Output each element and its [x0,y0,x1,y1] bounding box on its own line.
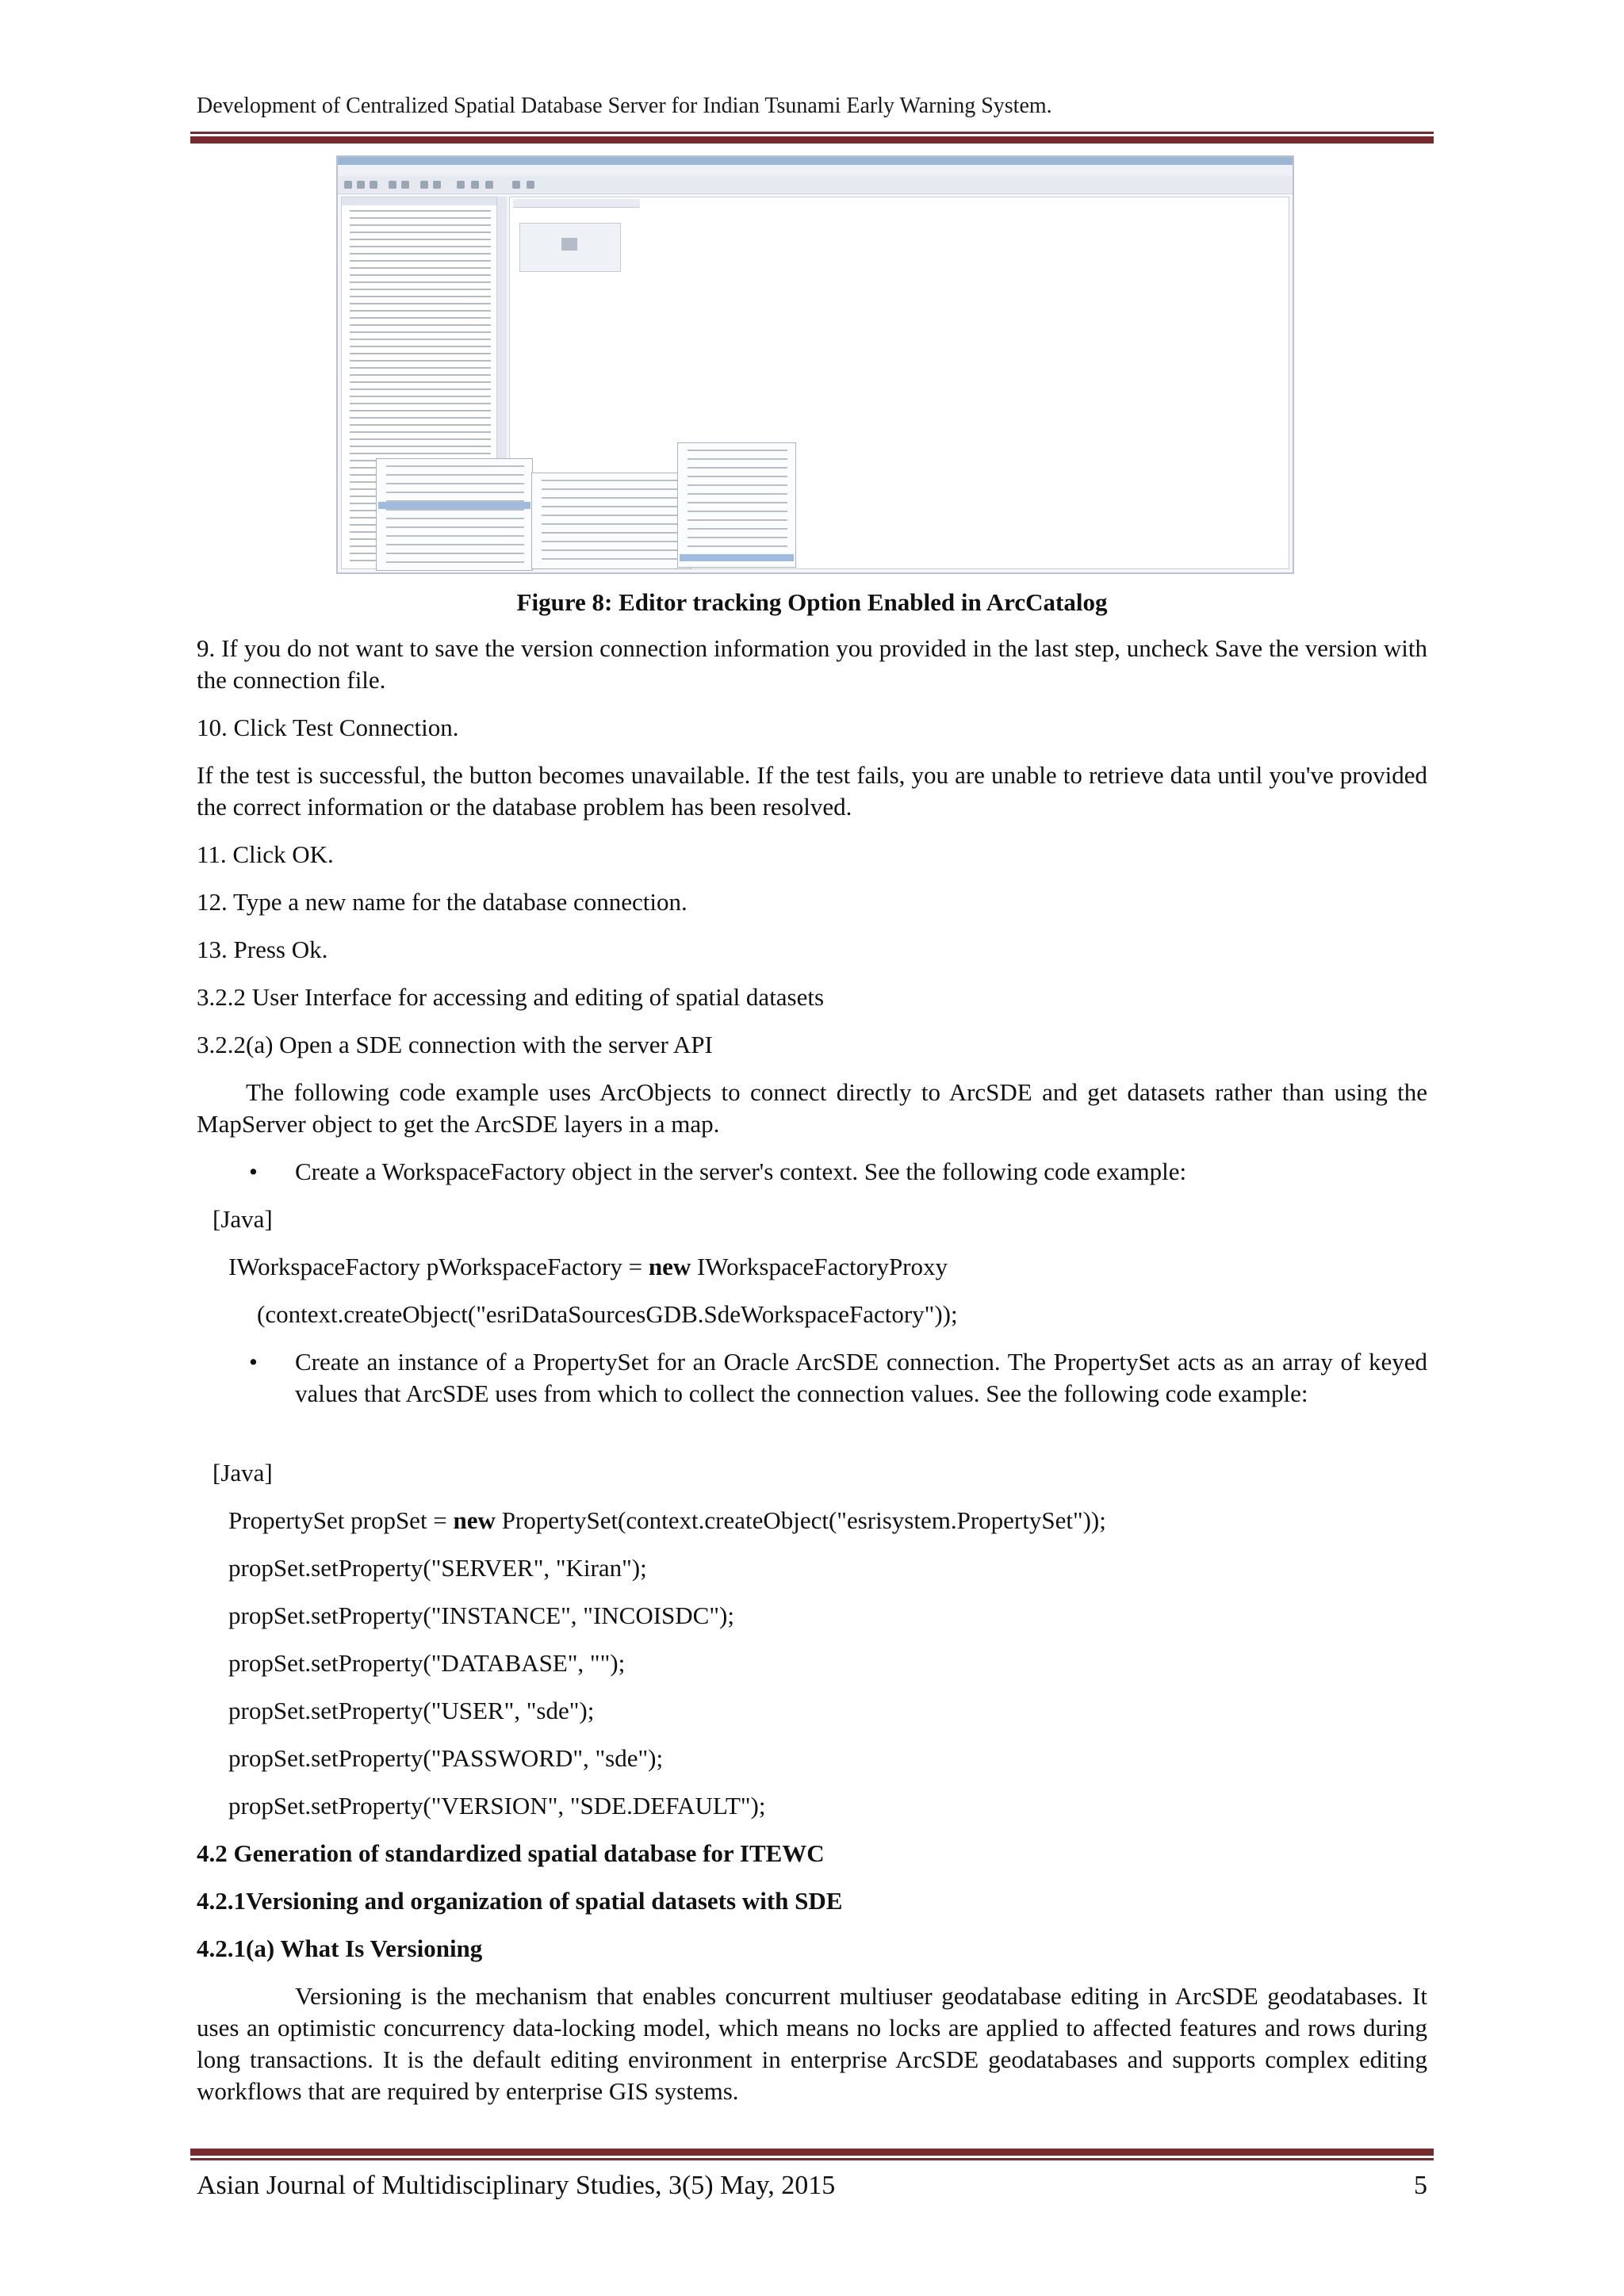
section-4-2-1a-heading: 4.2.1(a) What Is Versioning [197,1934,483,1962]
code-text: IWorkspaceFactory pWorkspaceFactory = [228,1253,649,1280]
code-line: propSet.setProperty("DATABASE", ""); [228,1649,626,1677]
test-result-paragraph: If the test is successful, the button becomes unavailable. If the test fails, you are unable to retrieve data until you've provided the correct information or the database problem has been resolved. [197,761,1427,821]
code-line: propSet.setProperty("SERVER", "Kiran"); [228,1554,647,1582]
step-9: 9. If you do not want to save the version connection information you provided in the last step, uncheck Save the version with the connection file. [197,634,1427,694]
section-4-2-heading: 4.2 Generation of standardized spatial database for ITEWC [197,1839,825,1867]
fig-preview-thumbnail [519,223,621,272]
fig-submenu-2-items [688,450,787,562]
code-text: PropertySet propSet = [228,1506,454,1534]
header-rule-thick [190,136,1434,144]
step-12: 12. Type a new name for the database connection. [197,888,688,916]
fig-toolbar-icon [433,181,441,189]
code-keyword: new [453,1506,496,1534]
fig-toolbar-icon [389,181,396,189]
fig-submenu-items [542,480,683,564]
code-line: propSet.setProperty("USER", "sde"); [228,1697,595,1724]
bullet-glyph: • [249,1158,258,1185]
intro-paragraph: The following code example uses ArcObjects to connect directly to ArcSDE and get datasets rather than using the MapServer object to get the ArcSDE layers in a map. [197,1078,1427,1138]
fig-toolbar-icon [457,181,465,189]
bullet-workspace-factory: Create a WorkspaceFactory object in the server's context. See the following code example: [295,1158,1187,1185]
versioning-paragraph: Versioning is the mechanism that enables concurrent multiuser geodatabase editing in ArcSDE geodatabases. It uses an optimistic concurrency data-locking model, which means no locks are applied to affected features and rows during long transactions. It is the default editing environment in enterprise ArcSDE geodatabases and supports complex editing workflows that are required by enterprise GIS systems. [197,1982,1427,2105]
code-line: propSet.setProperty("VERSION", "SDE.DEFAULT"); [228,1792,766,1820]
fig-submenu [531,473,691,569]
section-3-2-2: 3.2.2 User Interface for accessing and editing of spatial datasets [197,983,825,1011]
code-line: propSet.setProperty("PASSWORD", "sde"); [228,1744,664,1772]
fig-toolbar [338,176,1293,194]
figure-arccatalog-screenshot [336,155,1294,574]
fig-menu-highlight [378,502,530,509]
fig-toolbar-icon [527,181,534,189]
code-keyword: new [648,1253,691,1280]
figure-caption: Figure 8: Editor tracking Option Enabled in ArcCatalog [516,588,1108,616]
code-property-set [228,1505,1427,1536]
fig-pane-tabs [513,199,640,208]
step-11: 11. Click OK. [197,840,334,868]
code-text: PropertySet(context.createObject("esrisystem.PropertySet")); [495,1506,1106,1534]
code-lang-label: [Java] [213,1205,273,1233]
fig-toolbar-icon [401,181,409,189]
running-header: Development of Centralized Spatial Database Server for Indian Tsunami Early Warning System. [197,94,1052,118]
footer-rule-thin [190,2158,1434,2160]
bullet-property-set: Create an instance of a PropertySet for an Oracle ArcSDE connection. The PropertySet acts as an array of keyed values that ArcSDE uses from which to collect the connection values. See the following code example: [295,1348,1427,1407]
fig-menubar [338,165,1293,177]
fig-tree-header [342,197,497,205]
fig-submenu-2-highlight [680,554,794,561]
page-number: 5 [1414,2171,1427,2200]
fig-toolbar-icon [420,181,428,189]
fig-toolbar-icon [471,181,479,189]
code-lang-label: [Java] [213,1459,273,1487]
fig-toolbar-icon [485,181,493,189]
fig-submenu-2 [677,442,796,568]
fig-thumbnail-icon [561,238,577,251]
step-10: 10. Click Test Connection. [197,714,459,741]
bullet-glyph: • [249,1348,258,1376]
fig-toolbar-icon [357,181,365,189]
code-line: propSet.setProperty("INSTANCE", "INCOISDC"); [228,1601,734,1629]
code-workspace-factory [228,1251,1427,1283]
footer-journal: Asian Journal of Multidisciplinary Studies, 3(5) May, 2015 [197,2171,836,2200]
section-3-2-2a: 3.2.2(a) Open a SDE connection with the server API [197,1031,713,1058]
fig-toolbar-icon [512,181,520,189]
fig-context-menu [376,458,533,571]
step-13: 13. Press Ok. [197,936,328,963]
section-4-2-1-heading: 4.2.1Versioning and organization of spatial datasets with SDE [197,1887,843,1915]
code-text: IWorkspaceFactoryProxy [691,1253,948,1280]
fig-toolbar-icon [344,181,352,189]
footer-rule-thick [190,2149,1434,2156]
code-create-object: (context.createObject("esriDataSourcesGDB.SdeWorkspaceFactory")); [257,1300,958,1328]
fig-toolbar-icon [370,181,377,189]
header-rule-thin [190,132,1434,134]
fig-menu-items [386,465,524,565]
fig-window-titlebar [338,157,1293,165]
